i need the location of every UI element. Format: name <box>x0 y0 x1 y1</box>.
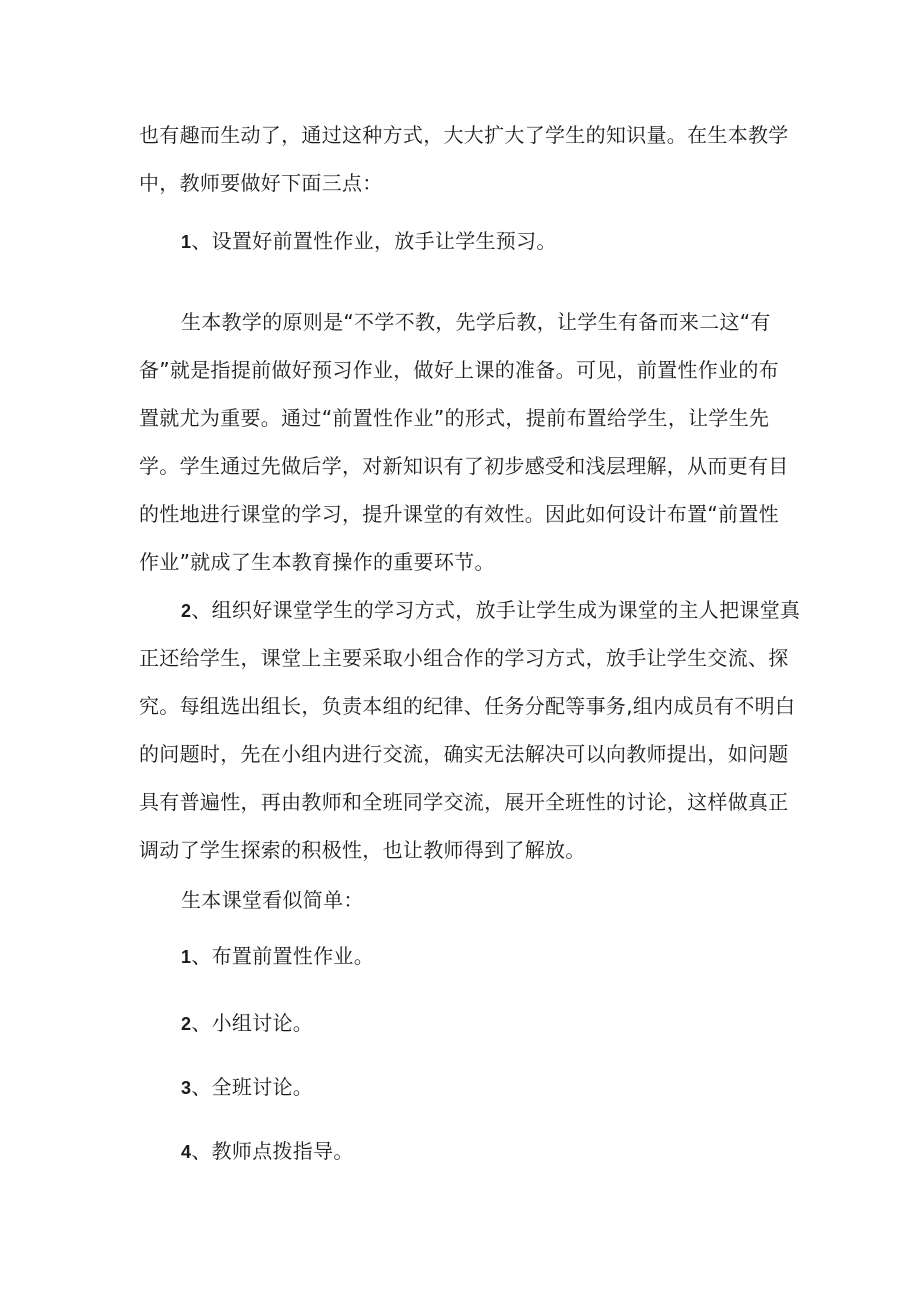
intro-line: 也有趣而生动了，通过这种方式，大大扩大了学生的知识量。在生本教学 <box>139 123 789 147</box>
step-text: 、教师点拨指导。 <box>191 1139 354 1163</box>
paragraph-line: 的问题时，先在小组内进行交流，确实无法解决可以向教师提出，如问题 <box>139 742 789 766</box>
point-text: 、组织好课堂学生的学习方式，放手让学生成为课堂的主人把课堂真 <box>191 598 801 622</box>
point-text: 、设置好前置性作业，放手让学生预习。 <box>191 229 557 253</box>
step-number: 2 <box>181 1014 192 1034</box>
paragraph-line: 正还给学生，课堂上主要采取小组合作的学习方式，放手让学生交流、探 <box>139 646 789 670</box>
paragraph-line: 调动了学生探索的积极性，也让教师得到了解放。 <box>139 838 586 862</box>
step-text: 、小组讨论。 <box>191 1011 314 1035</box>
step-text: 、布置前置性作业。 <box>191 944 375 968</box>
paragraph-line: 置就尤为重要。通过“前置性作业”的形式，提前布置给学生，让学生先 <box>139 406 770 430</box>
paragraph-line: 学。学生通过先做后学，对新知识有了初步感受和浅层理解，从而更有目 <box>139 454 789 478</box>
step-item <box>181 1073 831 1102</box>
paragraph-line: 具有普遍性，再由教师和全班同学交流，展开全班性的讨论，这样做真正 <box>139 790 789 814</box>
point-2 <box>181 596 831 625</box>
paragraph-line: 生本教学的原则是“不学不教，先学后教，让学生有备而来二这“有 <box>181 310 771 334</box>
summary-heading: 生本课堂看似简单： <box>181 888 364 912</box>
point-number: 1 <box>181 232 192 252</box>
step-text: 、全班讨论。 <box>191 1075 314 1099</box>
step-item <box>181 1009 831 1038</box>
intro-line: 中，教师要做好下面三点： <box>139 171 383 195</box>
point-number: 2 <box>181 601 192 621</box>
paragraph-line: 的性地进行课堂的学习，提升课堂的有效性。因此如何设计布置“前置性 <box>139 502 779 526</box>
step-item <box>181 1137 831 1166</box>
paragraph-line: 作业”就成了生本教育操作的重要环节。 <box>139 550 495 574</box>
point-1 <box>181 227 831 256</box>
paragraph-line: 备”就是指提前做好预习作业，做好上课的准备。可见，前置性作业的布 <box>139 358 779 382</box>
paragraph-line: 究。每组选出组长，负责本组的纪律、任务分配等事务,组内成员有不明白 <box>139 694 796 718</box>
step-number: 1 <box>181 947 192 967</box>
step-number: 4 <box>181 1142 192 1162</box>
step-item <box>181 942 831 971</box>
step-number: 3 <box>181 1078 192 1098</box>
